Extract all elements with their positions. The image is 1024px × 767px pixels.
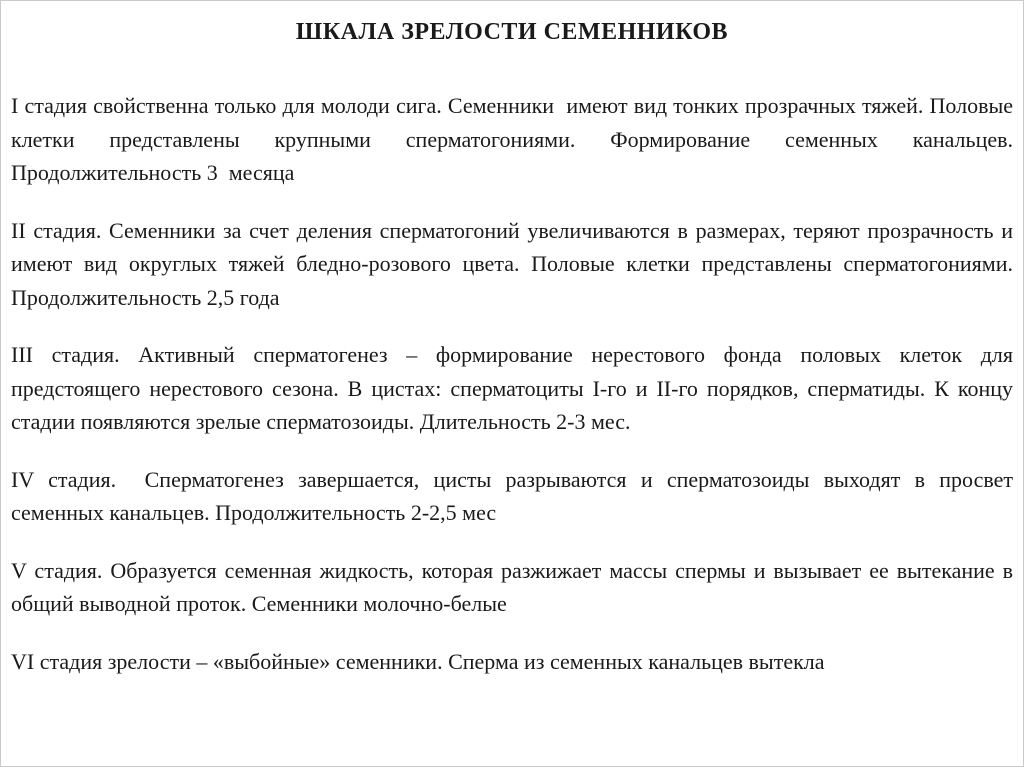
stage-v-paragraph: V стадия. Образуется семенная жидкость, которая разжижает массы спермы и вызывает ее вытекание в общий выводной проток. Семенники молочно-белые [11,557,1019,616]
slide-title: ШКАЛА ЗРЕЛОСТИ СЕМЕННИКОВ [295,19,729,45]
stage-iii-paragraph: III стадия. Активный сперматогенез – формирование нерестового фонда половых клеток для предстоящего нерестового сезона. В цистах: сперматоциты I-го и II-го порядков, сперматиды. К концу стадии появляются зрелые сперматозоиды. Длительность 2-3 мес. [11,342,1019,434]
stage-vi-paragraph: VI стадия зрелости – «выбойные» семенники. Сперма из семенных канальцев вытекла [11,648,825,674]
stage-ii-paragraph: II стадия. Семенники за счет деления сперматогоний увеличиваются в размерах, теряют прозрачность и имеют вид округлых тяжей бледно-розового цвета. Половые клетки представлены сперматогониями. Продолжительность 2,5 года [11,217,1019,310]
stage-iv-paragraph: IV стадия. Сперматогенез завершается, цисты разрываются и сперматозоиды выходят в просвет семенных канальцев. Продолжительность 2-2,5 мес [11,466,1019,525]
stage-i-paragraph: I стадия свойственна только для молоди сига. Семенники имеют вид тонких прозрачных тяжей. Половые клетки представлены крупными сперматогониями. Формирование семенных канальцев. Продолжительность 3 месяца [11,93,1019,185]
